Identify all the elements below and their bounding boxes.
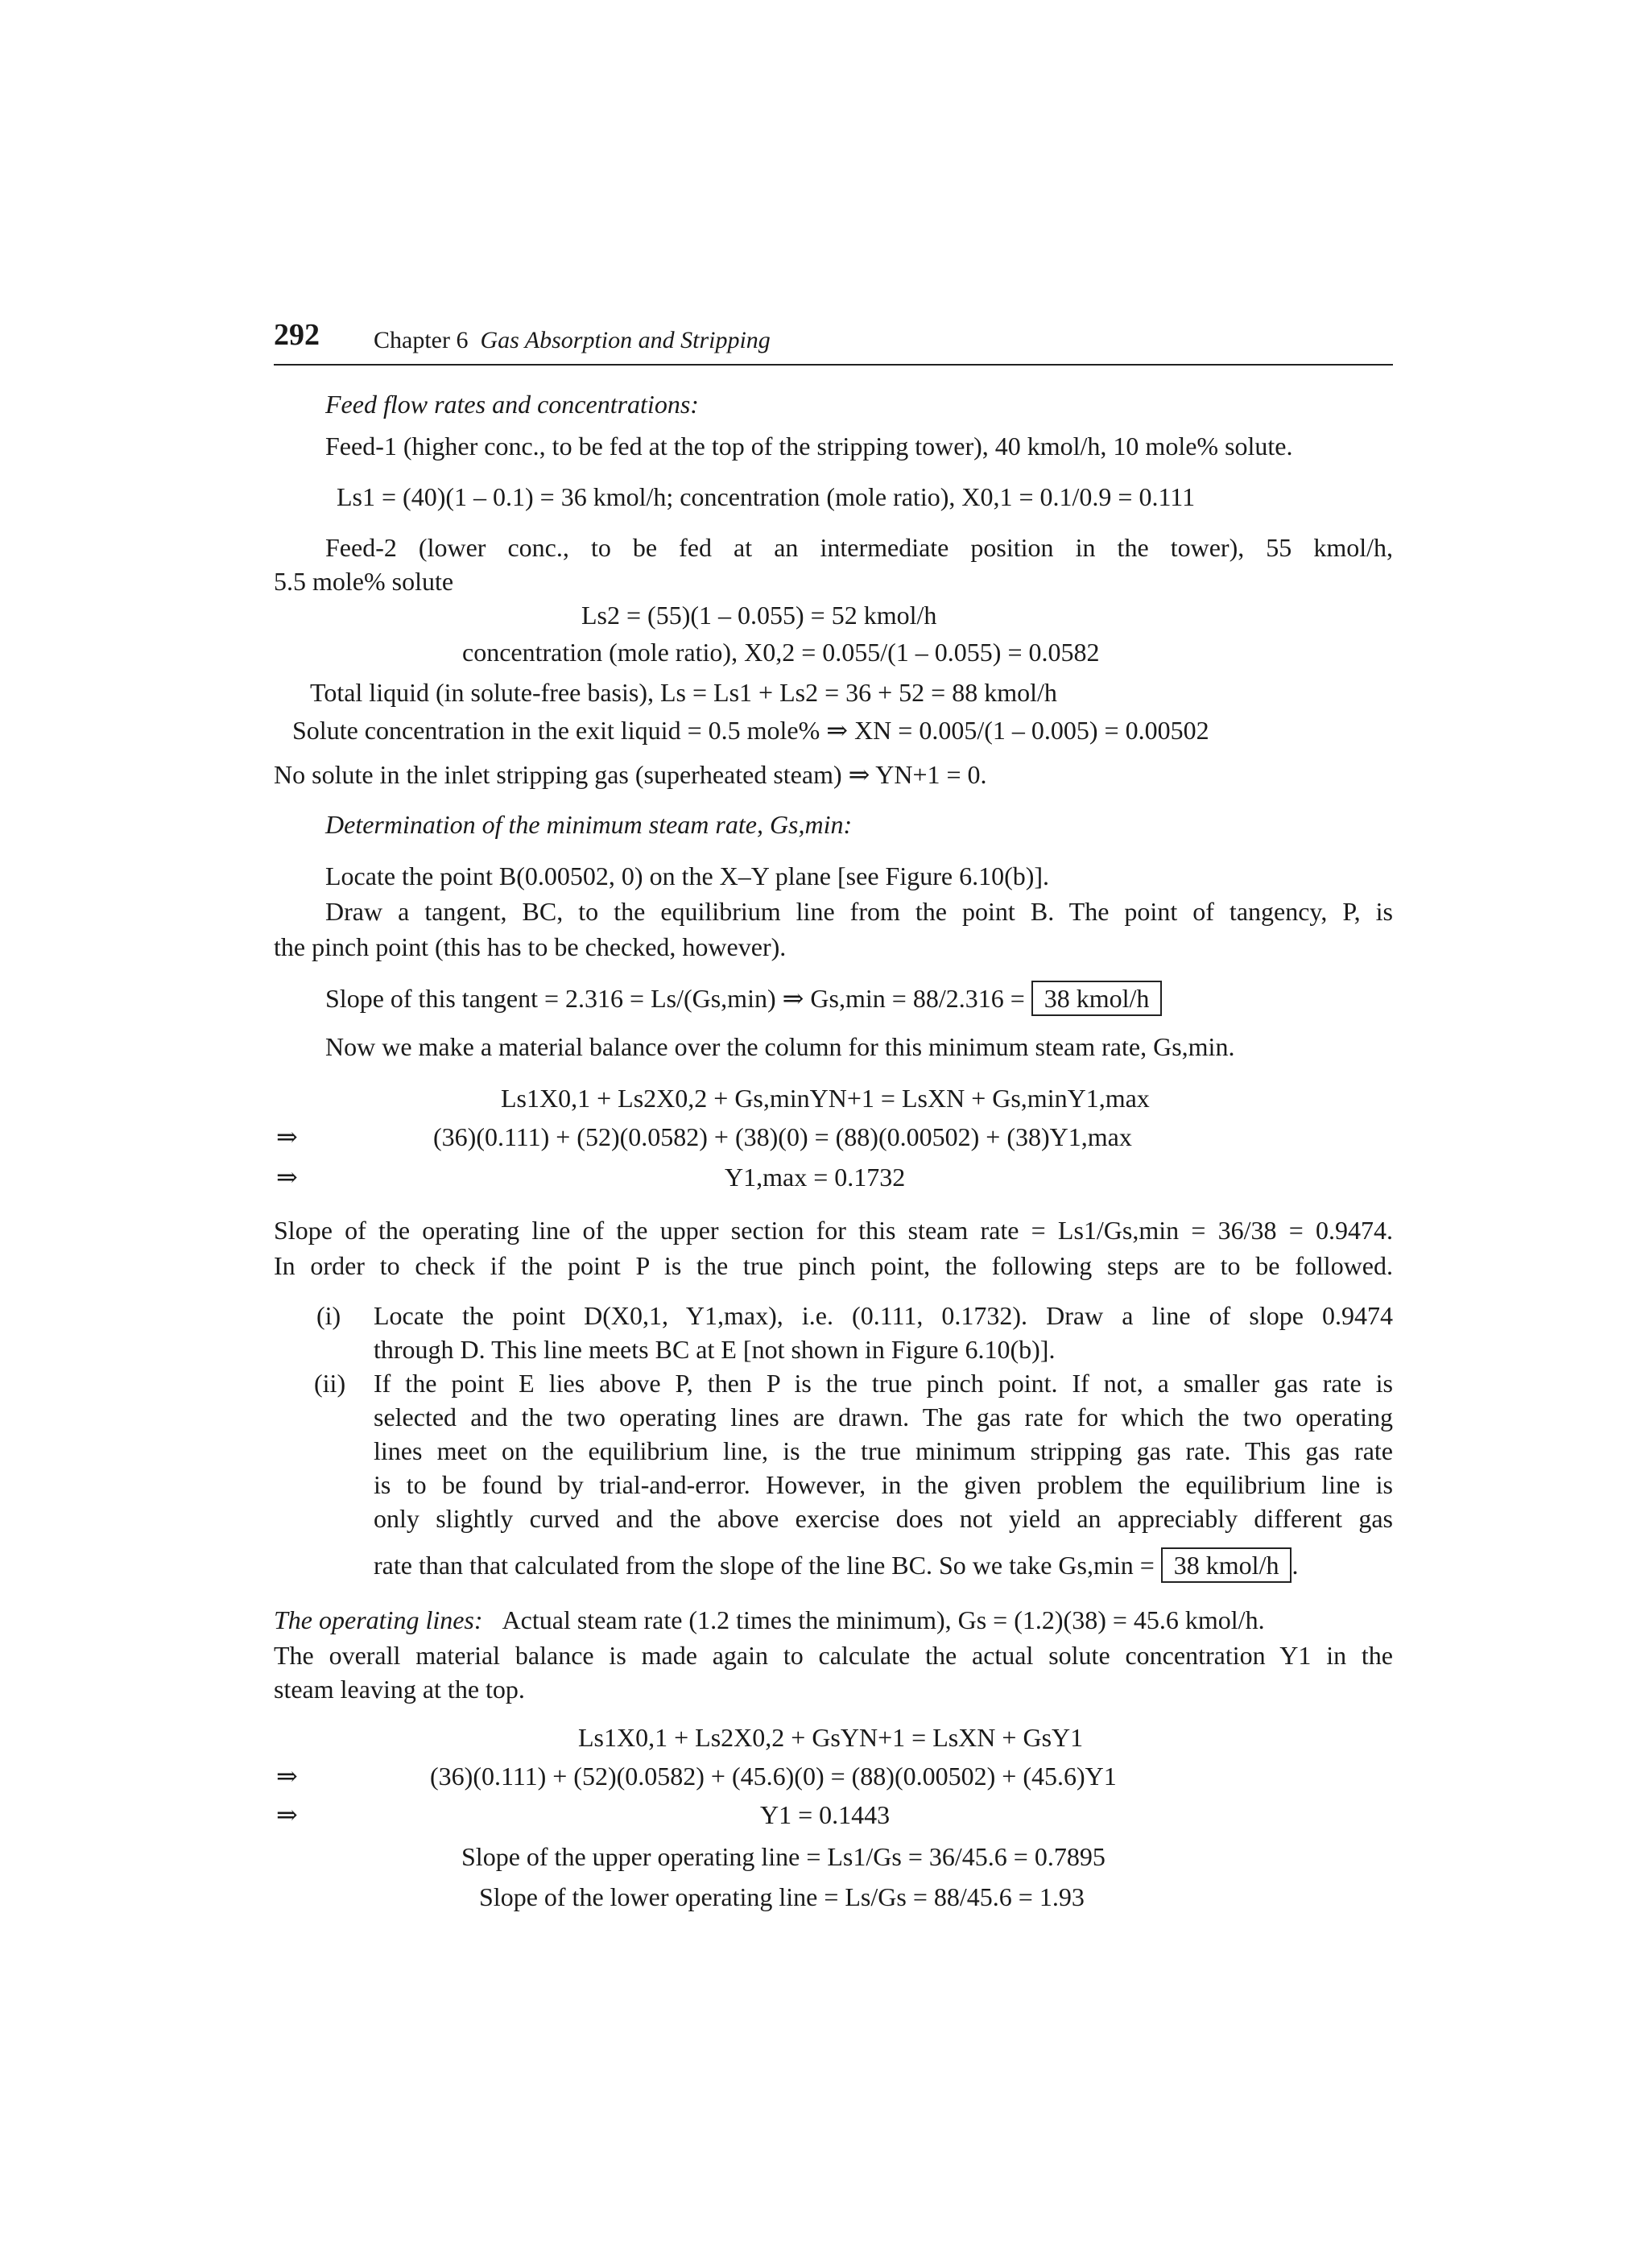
operating-lines-heading: The operating lines: bbox=[274, 1605, 483, 1634]
implies-arrow: ⇒ bbox=[276, 1800, 298, 1829]
running-header bbox=[274, 316, 1393, 366]
equation-6: Y1 = 0.1443 bbox=[760, 1800, 891, 1829]
operating-lines-line-a bbox=[274, 1604, 1265, 1636]
step-ii-line-e: only slightly curved and the above exercise does not yield an appreciably different gas bbox=[374, 1504, 1393, 1533]
feed1-line: Feed-1 (higher conc., to be fed at the top of the stripping tower), 40 kmol/h, 10 mole% solute. bbox=[325, 432, 1293, 461]
ls1-line: Ls1 = (40)(1 – 0.1) = 36 kmol/h; concentration (mole ratio), X0,1 = 0.1/0.9 = 0.111 bbox=[337, 482, 1196, 511]
step-ii-line-a: If the point E lies above P, then P is the true pinch point. If not, a smaller gas rate is bbox=[374, 1369, 1393, 1398]
ls2-line: Ls2 = (55)(1 – 0.055) = 52 kmol/h bbox=[581, 601, 937, 630]
step-ii-line-f bbox=[374, 1547, 1298, 1583]
locate-b-line: Locate the point B(0.00502, 0) on the X–Y plane [see Figure 6.10(b)]. bbox=[325, 861, 1050, 890]
chapter-title: Gas Absorption and Stripping bbox=[480, 327, 771, 353]
implies-arrow: ⇒ bbox=[276, 1163, 298, 1192]
exit-liquid-line: Solute concentration in the exit liquid = 0.5 mole% ⇒ XN = 0.005/(1 – 0.005) = 0.00502 bbox=[292, 716, 1209, 745]
step-i-line-b: through D. This line meets BC at E [not shown in Figure 6.10(b)]. bbox=[374, 1335, 1056, 1364]
answer-box-gs-min-2: 38 kmol/h bbox=[1161, 1547, 1292, 1583]
tangent-line-a: Draw a tangent, BC, to the equilibrium line from the point B. The point of tangency, P, is bbox=[325, 897, 1393, 926]
step-ii-number: (ii) bbox=[314, 1369, 346, 1398]
slope-upper-operating-line: Slope of the upper operating line = Ls1/Gs = 36/45.6 = 0.7895 bbox=[461, 1842, 1106, 1871]
operating-lines-text-a: Actual steam rate (1.2 times the minimum), Gs = (1.2)(38) = 45.6 kmol/h. bbox=[502, 1605, 1265, 1634]
equation-4: Ls1X0,1 + Ls2X0,2 + GsYN+1 = LsXN + GsY1 bbox=[578, 1723, 1084, 1752]
step-i-line-a: Locate the point D(X0,1, Y1,max), i.e. (0.111, 0.1732). Draw a line of slope 0.9474 bbox=[374, 1301, 1393, 1330]
chapter-label bbox=[374, 327, 771, 354]
step-ii-line-c: lines meet on the equilibrium line, is the true minimum stripping gas rate. This gas rate bbox=[374, 1436, 1393, 1465]
x02-line: concentration (mole ratio), X0,2 = 0.055/(1 – 0.055) = 0.0582 bbox=[462, 638, 1100, 667]
equation-1: Ls1X0,1 + Ls2X0,2 + Gs,minYN+1 = LsXN + Gs,minY1,max bbox=[501, 1084, 1150, 1113]
balance-intro-line: Now we make a material balance over the column for this minimum steam rate, Gs,min. bbox=[325, 1032, 1235, 1061]
implies-arrow: ⇒ bbox=[276, 1122, 298, 1151]
operating-lines-line-b: The overall material balance is made again to calculate the actual solute concentration Y1 in the bbox=[274, 1641, 1393, 1670]
step-ii-line-d: is to be found by trial-and-error. However, in the given problem the equilibrium line is bbox=[374, 1470, 1393, 1499]
check-pinch-line: In order to check if the point P is the true pinch point, the following steps are to be followed. bbox=[274, 1251, 1393, 1280]
page-number: 292 bbox=[274, 318, 320, 352]
min-steam-heading: Determination of the minimum steam rate, Gs,min: bbox=[325, 810, 853, 839]
feed-heading: Feed flow rates and concentrations: bbox=[325, 390, 699, 419]
equation-5: (36)(0.111) + (52)(0.0582) + (45.6)(0) = (88)(0.00502) + (45.6)Y1 bbox=[430, 1762, 1117, 1791]
step-ii-line-b: selected and the two operating lines are drawn. The gas rate for which the two operating bbox=[374, 1403, 1393, 1431]
total-liquid-line: Total liquid (in solute-free basis), Ls = Ls1 + Ls2 = 36 + 52 = 88 kmol/h bbox=[310, 678, 1057, 707]
slope-tangent-text: Slope of this tangent = 2.316 = Ls/(Gs,min) ⇒ Gs,min = 88/2.316 = bbox=[325, 984, 1025, 1013]
no-solute-line: No solute in the inlet stripping gas (superheated steam) ⇒ YN+1 = 0. bbox=[274, 760, 987, 789]
equation-3: Y1,max = 0.1732 bbox=[725, 1163, 906, 1192]
answer-box-gs-min: 38 kmol/h bbox=[1031, 981, 1163, 1016]
operating-lines-line-c: steam leaving at the top. bbox=[274, 1675, 525, 1704]
tangent-line-b: the pinch point (this has to be checked, however). bbox=[274, 932, 787, 961]
slope-upper-line: Slope of the operating line of the upper section for this steam rate = Ls1/Gs,min = 36/38 = 0.9474. bbox=[274, 1216, 1393, 1245]
feed2-line-b: 5.5 mole% solute bbox=[274, 567, 454, 596]
step-i-number: (i) bbox=[316, 1301, 341, 1330]
chapter-number: Chapter 6 bbox=[374, 327, 469, 353]
feed2-line-a: Feed-2 (lower conc., to be fed at an intermediate position in the tower), 55 kmol/h, bbox=[325, 533, 1393, 562]
period: . bbox=[1292, 1551, 1299, 1580]
step-ii-text-f: rate than that calculated from the slope of the line BC. So we take Gs,min = bbox=[374, 1551, 1155, 1580]
implies-arrow: ⇒ bbox=[276, 1762, 298, 1791]
slope-lower-operating-line: Slope of the lower operating line = Ls/Gs = 88/45.6 = 1.93 bbox=[479, 1882, 1085, 1911]
slope-tangent-line bbox=[325, 981, 1162, 1016]
equation-2: (36)(0.111) + (52)(0.0582) + (38)(0) = (88)(0.00502) + (38)Y1,max bbox=[433, 1122, 1132, 1151]
